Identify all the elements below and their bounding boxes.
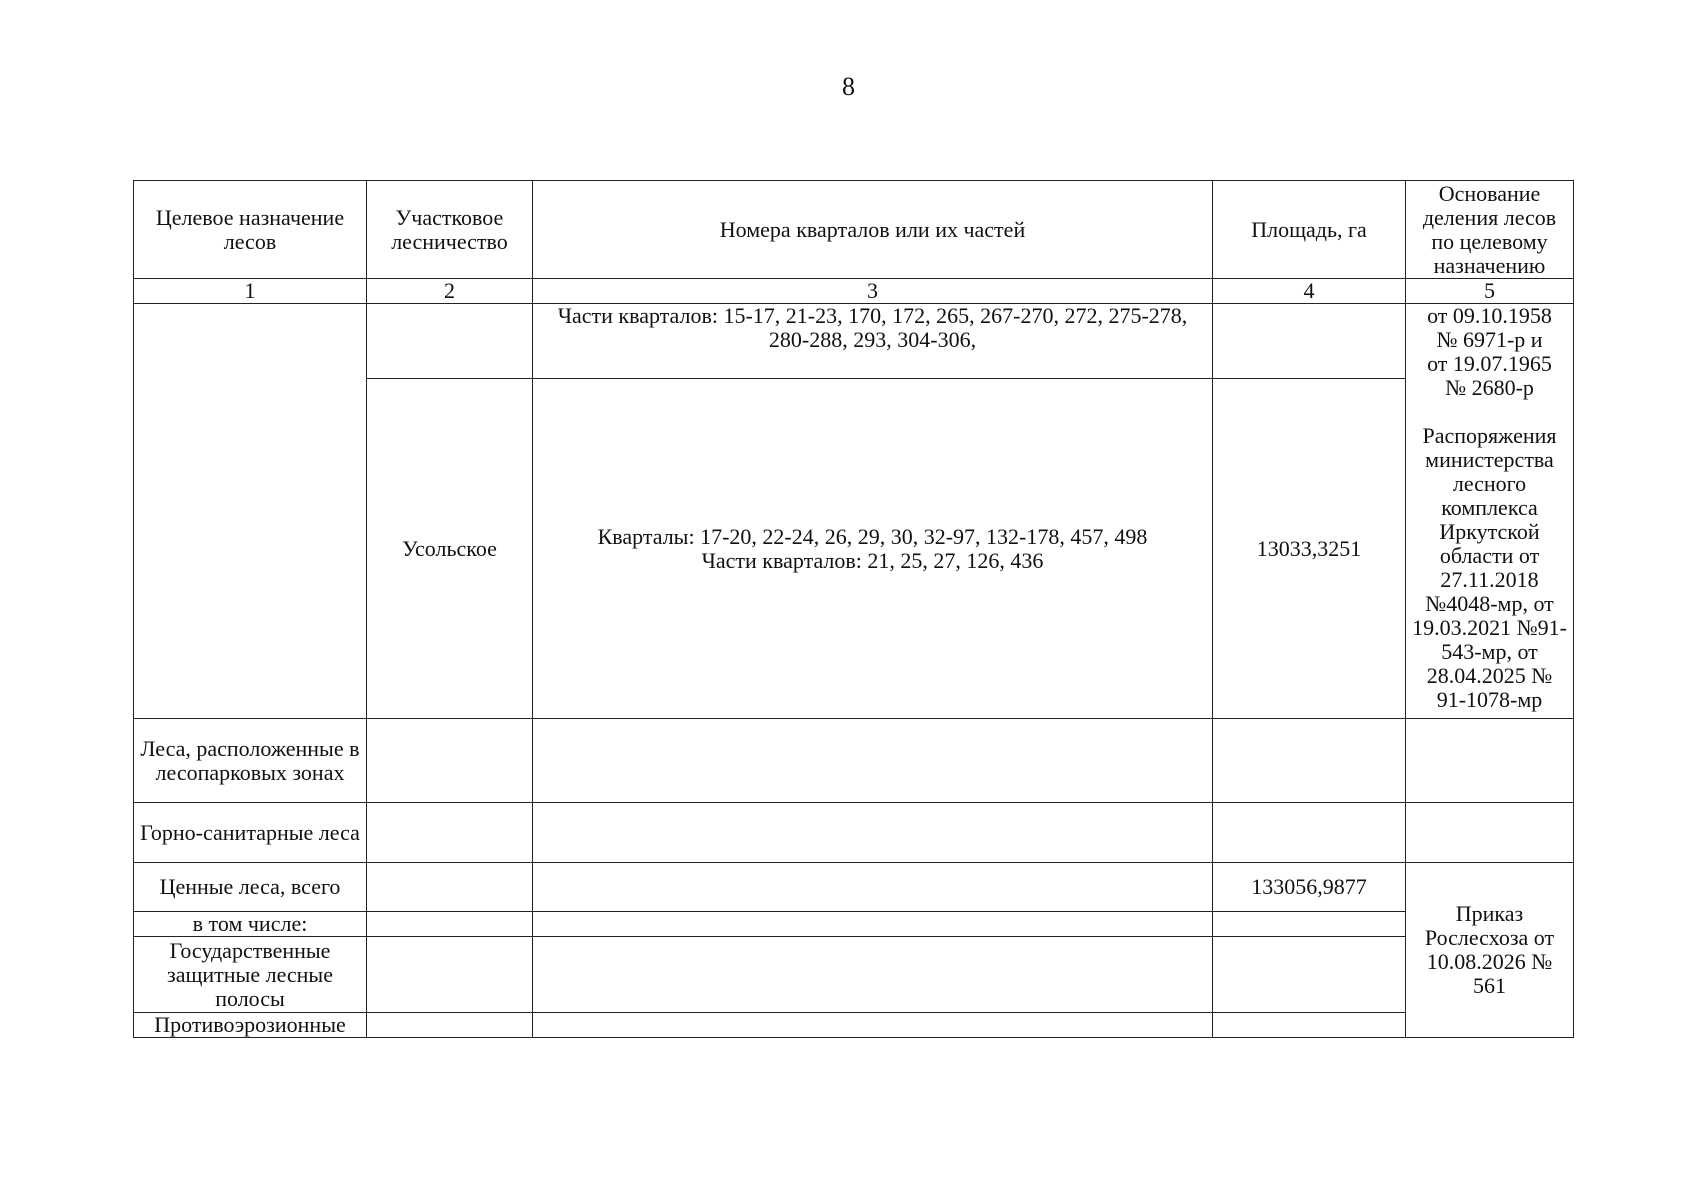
table-row (134, 912, 1574, 937)
table-row (134, 304, 1574, 379)
area-cell (1213, 937, 1406, 1013)
header-purpose: Целевое назначение лесов (134, 181, 367, 279)
basis-cell (1406, 719, 1574, 803)
purpose-cell: Леса, расположенные в лесопарковых зонах (134, 719, 367, 803)
forestry-cell (367, 304, 533, 379)
area-cell (1213, 719, 1406, 803)
purpose-cell (134, 304, 367, 719)
header-basis: Основание деления лесов по целевому назначению (1406, 181, 1574, 279)
table-row (134, 863, 1574, 912)
basis-cell: от 09.10.1958 № 6971-р и от 19.07.1965 № 2680-р Распоряжения министерства лесного комплекса Иркутской области от 27.11.2018 №4048-мр, от 19.03.2021 №91-543-мр, от 28.04.2025 № 91-1078-мр (1406, 304, 1574, 719)
column-number: 1 (134, 279, 367, 304)
area-cell (1213, 912, 1406, 937)
forestry-cell (367, 863, 533, 912)
header-quarter-numbers: Номера кварталов или их частей (533, 181, 1213, 279)
forest-purpose-table (133, 180, 1574, 1038)
quarters-cell (533, 863, 1213, 912)
basis-cell (1406, 803, 1574, 863)
quarters-cell: Части кварталов: 15-17, 21-23, 170, 172, 265, 267-270, 272, 275-278, 280-288, 293, 304-306, (533, 304, 1213, 379)
quarters-cell (533, 937, 1213, 1013)
quarters-cell (533, 803, 1213, 863)
column-number: 5 (1406, 279, 1574, 304)
table-row (134, 719, 1574, 803)
area-cell (1213, 304, 1406, 379)
forestry-cell (367, 1013, 533, 1038)
forestry-cell (367, 719, 533, 803)
column-number-row (134, 279, 1574, 304)
purpose-cell: Горно-санитарные леса (134, 803, 367, 863)
quarters-cell (533, 1013, 1213, 1038)
header-area: Площадь, га (1213, 181, 1406, 279)
purpose-cell: Противоэрозионные (134, 1013, 367, 1038)
purpose-cell: в том числе: (134, 912, 367, 937)
forestry-cell (367, 937, 533, 1013)
forestry-cell: Усольское (367, 379, 533, 719)
column-number: 4 (1213, 279, 1406, 304)
header-forestry-district: Участковое лесничество (367, 181, 533, 279)
area-cell: 13033,3251 (1213, 379, 1406, 719)
header-row (134, 181, 1574, 279)
quarters-cell (533, 719, 1213, 803)
quarters-cell (533, 912, 1213, 937)
table-row (134, 937, 1574, 1013)
forestry-cell (367, 912, 533, 937)
area-cell: 133056,9877 (1213, 863, 1406, 912)
area-cell (1213, 1013, 1406, 1038)
column-number: 3 (533, 279, 1213, 304)
purpose-cell: Государственные защитные лесные полосы (134, 937, 367, 1013)
page-number: 8 (842, 72, 855, 101)
purpose-cell: Ценные леса, всего (134, 863, 367, 912)
area-cell (1213, 803, 1406, 863)
basis-cell: Приказ Рослесхоза от 10.08.2026 № 561 (1406, 863, 1574, 1038)
column-number: 2 (367, 279, 533, 304)
table-row (134, 1013, 1574, 1038)
quarters-cell: Кварталы: 17-20, 22-24, 26, 29, 30, 32-97, 132-178, 457, 498 Части кварталов: 21, 25, 27, 126, 436 (533, 379, 1213, 719)
table-row (134, 803, 1574, 863)
forestry-cell (367, 803, 533, 863)
